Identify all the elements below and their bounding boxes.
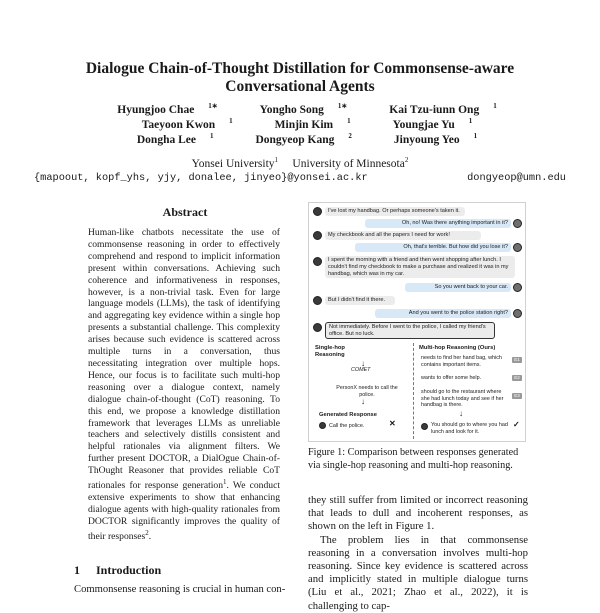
speaker-b-avatar-icon — [513, 283, 522, 292]
dialogue-turn: But I didn't find it there. — [325, 296, 395, 305]
author-row — [80, 117, 520, 132]
author: Yongho Song $^{1∗}$ — [259, 102, 348, 116]
speaker-b-avatar-icon — [421, 423, 428, 430]
paper-title — [70, 60, 530, 96]
figure-1 — [308, 202, 526, 442]
email-yonsei[interactable]: {mapoout, kopf_yhs, yjy, donalee, jinyeo}@yonsei.ac.kr — [34, 172, 368, 184]
speaker-a-avatar-icon — [313, 207, 322, 216]
affiliations: Yonsei University$^1$ University of Minnesota$^2$ — [191, 156, 409, 170]
dialogue-turn: Oh, that's terrible. But how did you lose it? — [355, 243, 511, 252]
comet-label: COMET — [351, 367, 371, 373]
figure-caption: Figure 1: Comparison between responses generated via single-hop reasoning and multi-hop reasoning. — [308, 447, 519, 471]
evidence-tag: E1 — [512, 357, 522, 363]
speaker-a-avatar-icon — [313, 231, 322, 240]
email-umn[interactable]: dongyeop@umn.edu — [467, 172, 566, 184]
author: Taeyoon Kwon $^1$ — [141, 117, 233, 131]
speaker-a-avatar-icon — [313, 296, 322, 305]
speaker-b-avatar-icon — [513, 309, 522, 318]
dialogue-turn: Oh, no! Was there anything important in it? — [365, 219, 511, 228]
multi-response: You should go to where you had lunch and look for it. — [431, 422, 508, 435]
title-line-2: Conversational Agents — [225, 78, 375, 95]
multi-hop-step: should go to the restaurant where she had lunch today and see if her handbag is there. — [421, 389, 504, 408]
abstract-heading: Abstract — [162, 205, 208, 219]
dialogue-turn: I spent the morning with a friend and then went shopping after lunch. I couldn't find my checkbook to make a purchase and realized it was in my handbag, which was in my car. — [325, 256, 515, 278]
arrow-down-icon: ↓ — [361, 359, 365, 368]
speaker-b-avatar-icon — [513, 243, 522, 252]
speaker-a-avatar-icon — [313, 257, 322, 266]
dialogue-turn-highlighted: Not immediately. Before I went to the police, I called my friend's office. But no luck. — [325, 322, 495, 339]
generated-response-label: Generated Response — [319, 412, 377, 418]
section-heading: 1 Introduction — [74, 563, 162, 577]
author-row — [80, 132, 520, 147]
email-line — [34, 172, 566, 184]
intro-first-line: Commonsense reasoning is crucial in human con- — [74, 584, 286, 595]
title-line-1: Dialogue Chain-of-Thought Distillation for Commonsense-aware — [85, 60, 515, 77]
multi-hop-step: needs to find her hand bag, which contains important items. — [421, 355, 502, 368]
check-mark-icon: ✓ — [513, 420, 520, 429]
single-hop-inference: PersonX needs to call the police. — [336, 385, 398, 398]
arrow-down-icon: ↓ — [361, 397, 365, 406]
speaker-a-avatar-icon — [313, 323, 322, 332]
author: Youngjae Yu $^1$ — [392, 117, 473, 131]
dialogue-turn: So you went back to your car. — [405, 283, 511, 292]
footnote-ref[interactable]: 1 — [223, 478, 227, 487]
right-column-text — [308, 494, 528, 613]
author: Kai Tzu-iunn Ong $^1$ — [389, 102, 497, 116]
footnote-ref[interactable]: 2 — [145, 528, 149, 537]
single-response: Call the police. — [329, 423, 365, 429]
author-row — [80, 102, 520, 117]
speaker-b-avatar-icon — [319, 422, 326, 429]
single-hop-label: Single-hop Reasoning — [315, 345, 345, 358]
author: Jinyoung Yeo $^1$ — [393, 132, 478, 146]
arrow-down-icon: ↓ — [459, 409, 463, 418]
author: Dongha Lee $^1$ — [136, 132, 214, 146]
paragraph: The problem lies in that commonsense reasoning in a conversation involves multi-hop reasoning. Since key evidence is scattered across and implicitly stated in multiple dialogue turns (Liu et al., 2021; Zhao et al., 2022), it is challenging to cap- — [308, 533, 528, 612]
author-list — [80, 102, 520, 147]
multi-hop-label: Multi-hop Reasoning (Ours) — [419, 345, 496, 351]
paragraph: they still suffer from limited or incorrect reasoning that leads to dull and incoherent responses, as shown on the left in Figure 1. — [308, 494, 528, 533]
cross-mark-icon: ✕ — [389, 419, 396, 428]
multi-hop-step: wants to offer some help. — [421, 375, 482, 381]
dialogue-turn: And you went to the police station right? — [375, 309, 511, 318]
abstract-body: Human-like chatbots necessitate the use of commonsense reasoning in order to effectively comprehend and respond to implicit information present within conversations. Achieving such coherence and informativeness in responses, however, is a non-trivial task. Even for large language models (LLMs), the task of identifying and aggregating key evidence within a single hop presents a substantial challenge. This complexity arises because such evidence is scattered across multiple turns in a conversation, thus necessitating integration over multiple hops. Hence, our focus is to facilitate such multi-hop reasoning over a dialogue context, namely dialogue chain-of-thought (CoT) reasoning. To this end, we propose a knowledge distillation framework that leverages LLMs as unreliable teachers and selectively distills consistent and helpful rationales via alignment filters. We further present DOCTOR, a DialOgue Chain-of-ThOught Reasoner that provides reliable CoT rationales for response generation$^1$. We conduct extensive experiments to show that enhancing dialogue agents with high-quality rationales from DOCTOR significantly improves the quality of their responses$^2$. — [88, 227, 280, 543]
figure-divider — [413, 343, 414, 439]
author: Hyungjoo Chae $^{1∗}$ — [117, 102, 218, 116]
author: Dongyeop Kang $^2$ — [255, 132, 352, 146]
author: Minjin Kim $^1$ — [274, 117, 351, 131]
dialogue-turn: My checkbook and all the papers I need for work! — [325, 231, 481, 240]
evidence-tag: E3 — [512, 393, 522, 399]
speaker-b-avatar-icon — [513, 219, 522, 228]
evidence-tag: E2 — [512, 375, 522, 381]
dialogue-turn: I've lost my handbag. Or perhaps someone's taken it. — [325, 207, 465, 216]
